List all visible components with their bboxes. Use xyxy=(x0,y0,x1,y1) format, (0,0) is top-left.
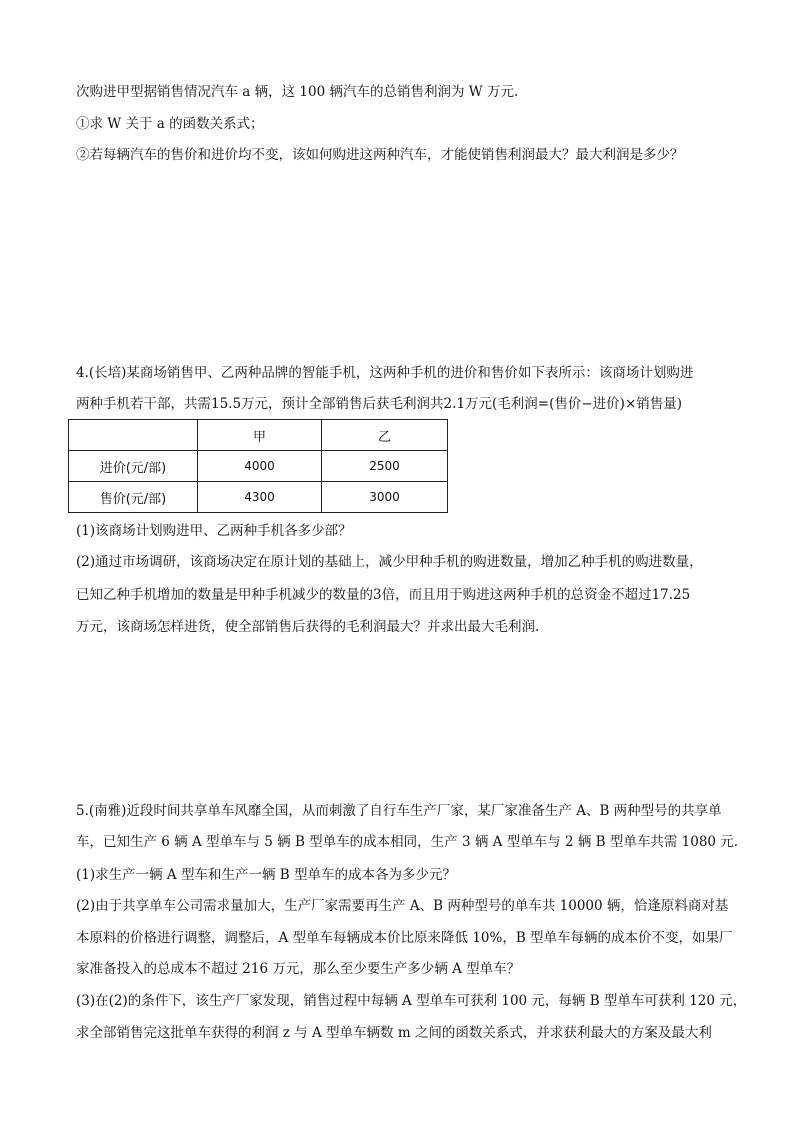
table-header-cell: 乙 xyxy=(322,420,448,451)
table-cell: 进价(元/部) xyxy=(69,451,198,482)
price-table xyxy=(68,419,448,513)
q5-part-1: (1)求生产一辆 A 型车和生产一辆 B 型单车的成本各为多少元？ xyxy=(76,867,456,883)
table-header-cell xyxy=(69,420,198,451)
q4-stem-line-2: 两种手机若干部，共需15.5万元，预计全部销售后获毛利润共2.1万元(毛利润=(售价−进价)×销售量) xyxy=(76,396,683,412)
q5-stem-line-1: 5.(南雅)近段时间共享单车风靡全国，从而刺激了自行车生产厂家，某厂家准备生产 A、B 两种型号的共享单 xyxy=(76,803,722,819)
table-header-row xyxy=(69,420,448,451)
table-cell: 4000 xyxy=(198,451,322,482)
q4-part-1: (1)该商场计划购进甲、乙两种手机各多少部？ xyxy=(76,523,352,539)
q5-part-2-line-2: 本原料的价格进行调整，调整后，A 型单车每辆成本价比原来降低 10%，B 型单车每辆的成本价不变，如果厂 xyxy=(76,930,733,946)
q4-part-2-line-1: (2)通过市场调研，该商场决定在原计划的基础上，减少甲种手机的购进数量，增加乙种手机的购进数量， xyxy=(76,554,703,570)
q3-line-1: 次购进甲型据销售情况汽车 a 辆，这 100 辆汽车的总销售利润为 W 万元. xyxy=(76,84,519,100)
table-cell: 2500 xyxy=(322,451,448,482)
table-header-cell: 甲 xyxy=(198,420,322,451)
q5-part-3-line-1: (3)在(2)的条件下，该生产厂家发现，销售过程中每辆 A 型单车可获利 100 元，每辆 B 型单车可获利 120 元， xyxy=(76,993,747,1009)
table-cell: 3000 xyxy=(322,482,448,513)
q5-stem-line-2: 车，已知生产 6 辆 A 型单车与 5 辆 B 型单车的成本相同，生产 3 辆 A 型单车与 2 辆 B 型单车共需 1080 元. xyxy=(76,834,739,850)
q4-part-2-line-3: 万元，该商场怎样进货，使全部销售后获得的毛利润最大？并求出最大毛利润. xyxy=(76,619,540,635)
q5-part-3-line-2: 求全部销售完这批单车获得的利润 z 与 A 型单车辆数 m 之间的函数关系式，并求获利最大的方案及最大利 xyxy=(76,1025,712,1041)
table-cell: 4300 xyxy=(198,482,322,513)
table-row xyxy=(69,482,448,513)
q3-subquestion-2: ②若每辆汽车的售价和进价均不变，该如何购进这两种汽车，才能使销售利润最大？最大利润是多少？ xyxy=(76,147,684,163)
q5-part-2-line-1: (2)由于共享单车公司需求量加大，生产厂家需要再生产 A、B 两种型号的单车共 10000 辆，恰逢原料商对基 xyxy=(76,898,729,914)
q5-part-2-line-3: 家准备投入的总成本不超过 216 万元，那么至少要生产多少辆 A 型单车？ xyxy=(76,961,521,977)
q4-part-2-line-2: 已知乙种手机增加的数量是甲种手机减少的数量的3倍，而且用于购进这两种手机的总资金不超过17.25 xyxy=(76,587,691,603)
q4-stem-line-1: 4.(长培)某商场销售甲、乙两种品牌的智能手机，这两种手机的进价和售价如下表所示：该商场计划购进 xyxy=(76,365,694,381)
table-row xyxy=(69,451,448,482)
table-cell: 售价(元/部) xyxy=(69,482,198,513)
q3-subquestion-1: ①求 W 关于 a 的函数关系式； xyxy=(76,116,264,132)
